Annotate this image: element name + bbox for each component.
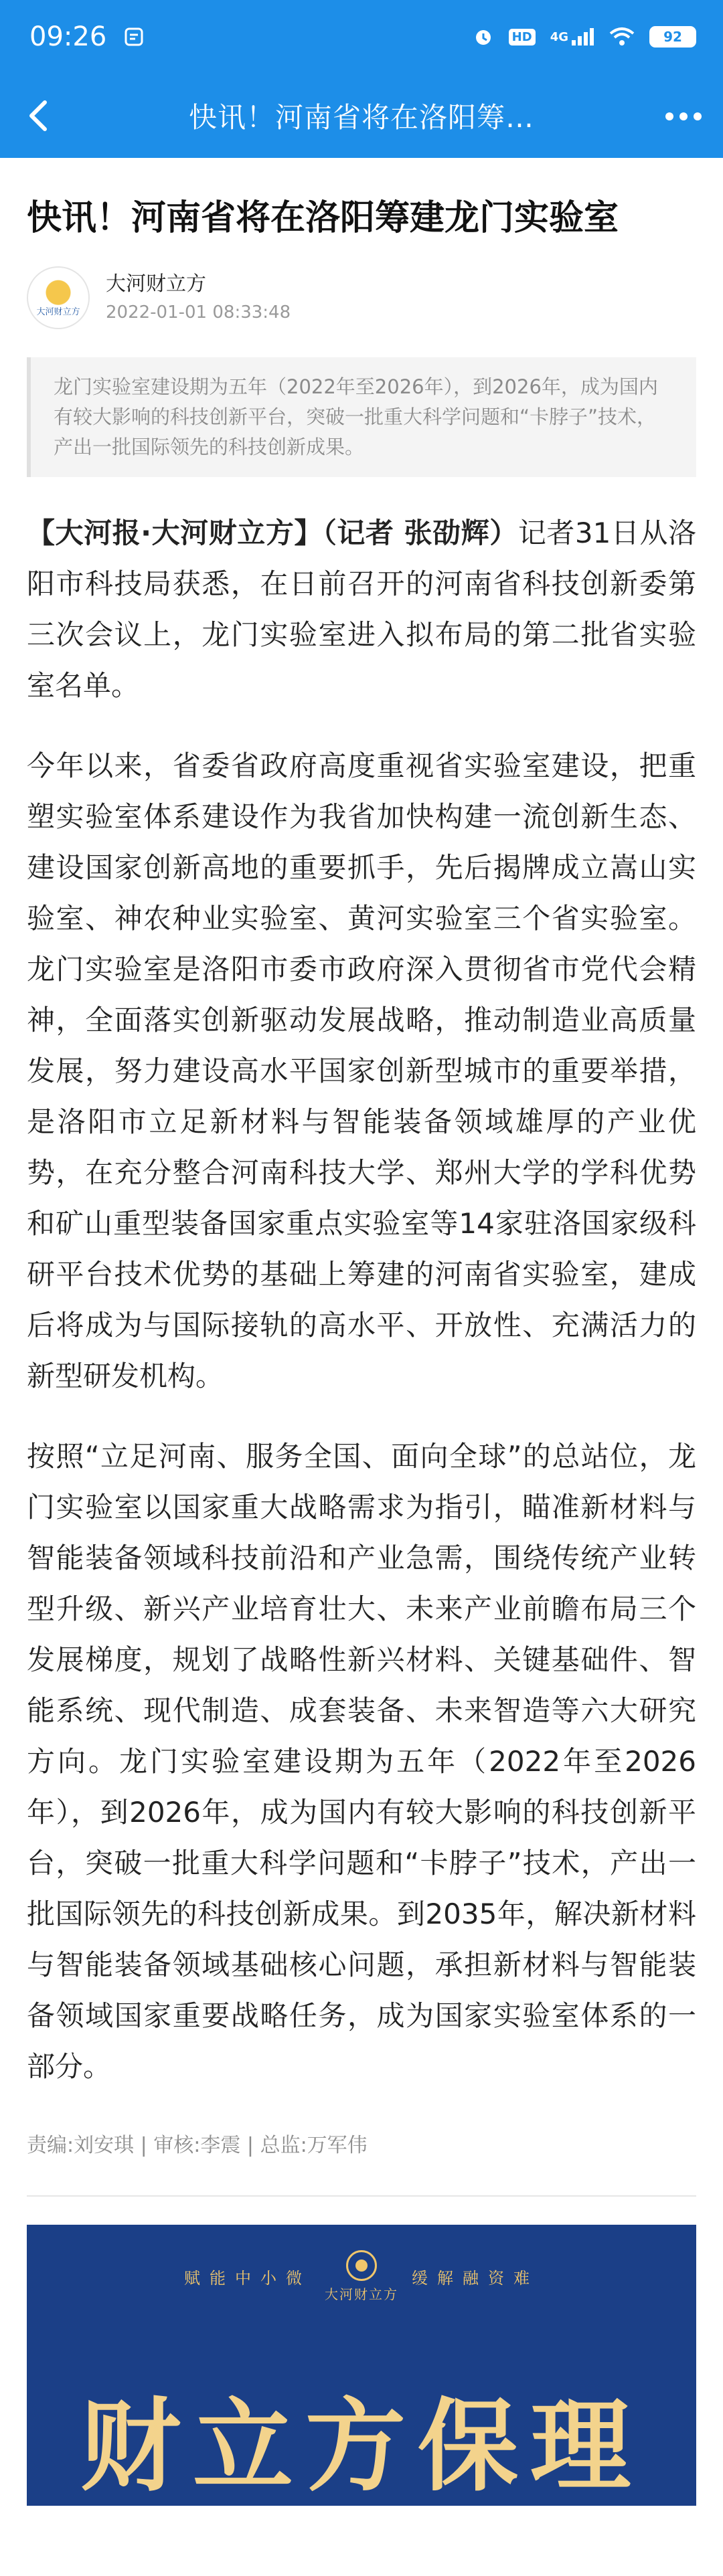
paragraph-3: 按照“立足河南、服务全国、面向全球”的总站位，龙门实验室以国家重大战略需求为指引，瞄准新材料与智能装备领域科技前沿和产业急需，围绕传统产业转型升级、新兴产业培育壮大、未来产业前瞻布局三个发展梯度，规划了战略性新兴材料、关键基础件、智能系统、现代制造、成套装备、未来智造等六大研究方向。龙门实验室建设期为五年（2022年至2026年），到2026年，成为国内有较大影响的科技创新平台，突破一批重大科学问题和“卡脖子”技术，产出一批国际领先的科技创新成果。到2035年，解决新材料与智能装备领域基础核心问题，承担新材料与智能装备领域国家重要战略任务，成为国家实验室体系的一部分。 — [27, 1440, 696, 2083]
alarm-icon — [473, 26, 494, 48]
wifi-icon — [609, 27, 635, 47]
editor-credits: 责编:刘安琪 | 审核:李震 | 总监:万军伟 — [27, 2134, 368, 2157]
article-title: 快讯！河南省将在洛阳筹建龙门实验室 — [27, 198, 619, 238]
back-button[interactable] — [15, 92, 62, 139]
more-dots-icon — [665, 112, 702, 120]
banner-slogan-right: 缓解融资难 — [412, 2269, 539, 2288]
banner-slogan-left: 赋能中小微 — [184, 2269, 311, 2288]
battery-level: 92 — [663, 29, 682, 45]
publish-date: 2022-01-01 08:33:48 — [106, 302, 291, 323]
brand-logo-icon — [346, 2250, 377, 2281]
app-header — [0, 0, 723, 158]
ad-banner[interactable] — [27, 2225, 696, 2506]
chevron-left-icon — [25, 99, 52, 132]
article — [0, 194, 723, 2506]
more-button[interactable] — [660, 96, 707, 136]
hd-icon: HD — [509, 29, 536, 45]
divider — [27, 2195, 696, 2197]
status-bar — [0, 0, 723, 74]
nav-title: 快讯！河南省将在洛阳筹… — [188, 101, 534, 134]
article-summary: 龙门实验室建设期为五年（2022年至2026年），到2026年，成为国内有较大影响的科技创新平台，突破一批重大科学问题和“卡脖子”技术，产出一批国际领先的科技创新成果。 — [27, 357, 696, 477]
brand-logo-icon — [32, 272, 84, 324]
banner-brand: 大河财立方 — [325, 2286, 398, 2302]
notification-icon — [124, 27, 144, 47]
signal-4g-icon — [550, 27, 594, 47]
banner-slogan — [27, 2250, 696, 2303]
paragraph-2: 今年以来，省委省政府高度重视省实验室建设，把重塑实验室体系建设作为我省加快构建一流创新生态、建设国家创新高地的重要抓手，先后揭牌成立嵩山实验室、神农种业实验室、黄河实验室三个省实验室。龙门实验室是洛阳市委市政府深入贯彻省市党代会精神，全面落实创新驱动发展战略，推动制造业高质量发展，努力建设高水平国家创新型城市的重要举措，是洛阳市立足新材料与智能装备领域雄厚的产业优势，在充分整合河南科技大学、郑州大学的学科优势和矿山重型装备国家重点实验室等14家驻洛国家级科研平台技术优势的基础上筹建的河南省实验室，建成后将成为与国际接轨的高水平、开放性、充满活力的新型研发机构。 — [27, 749, 696, 1392]
author-name[interactable]: 大河财立方 — [106, 272, 206, 296]
avatar[interactable] — [27, 266, 90, 329]
lead-byline: 【大河报·大河财立方】（记者 张劭辉） — [27, 517, 518, 549]
avatar-text: 大河财立方 — [36, 307, 80, 317]
nav-bar — [0, 74, 723, 158]
network-label: 4G — [550, 29, 568, 44]
author-block[interactable] — [27, 266, 696, 329]
lead-text: 记者31日从洛阳市科技局获悉，在日前召开的河南省科技创新委第三次会议上，龙门实验室进入拟布局的第二批省实验室名单。 — [27, 517, 696, 702]
battery-icon — [649, 26, 696, 48]
status-time: 09:26 — [29, 21, 107, 52]
banner-headline: 财立方保理 — [80, 2387, 643, 2505]
paragraph-lead — [27, 508, 696, 711]
